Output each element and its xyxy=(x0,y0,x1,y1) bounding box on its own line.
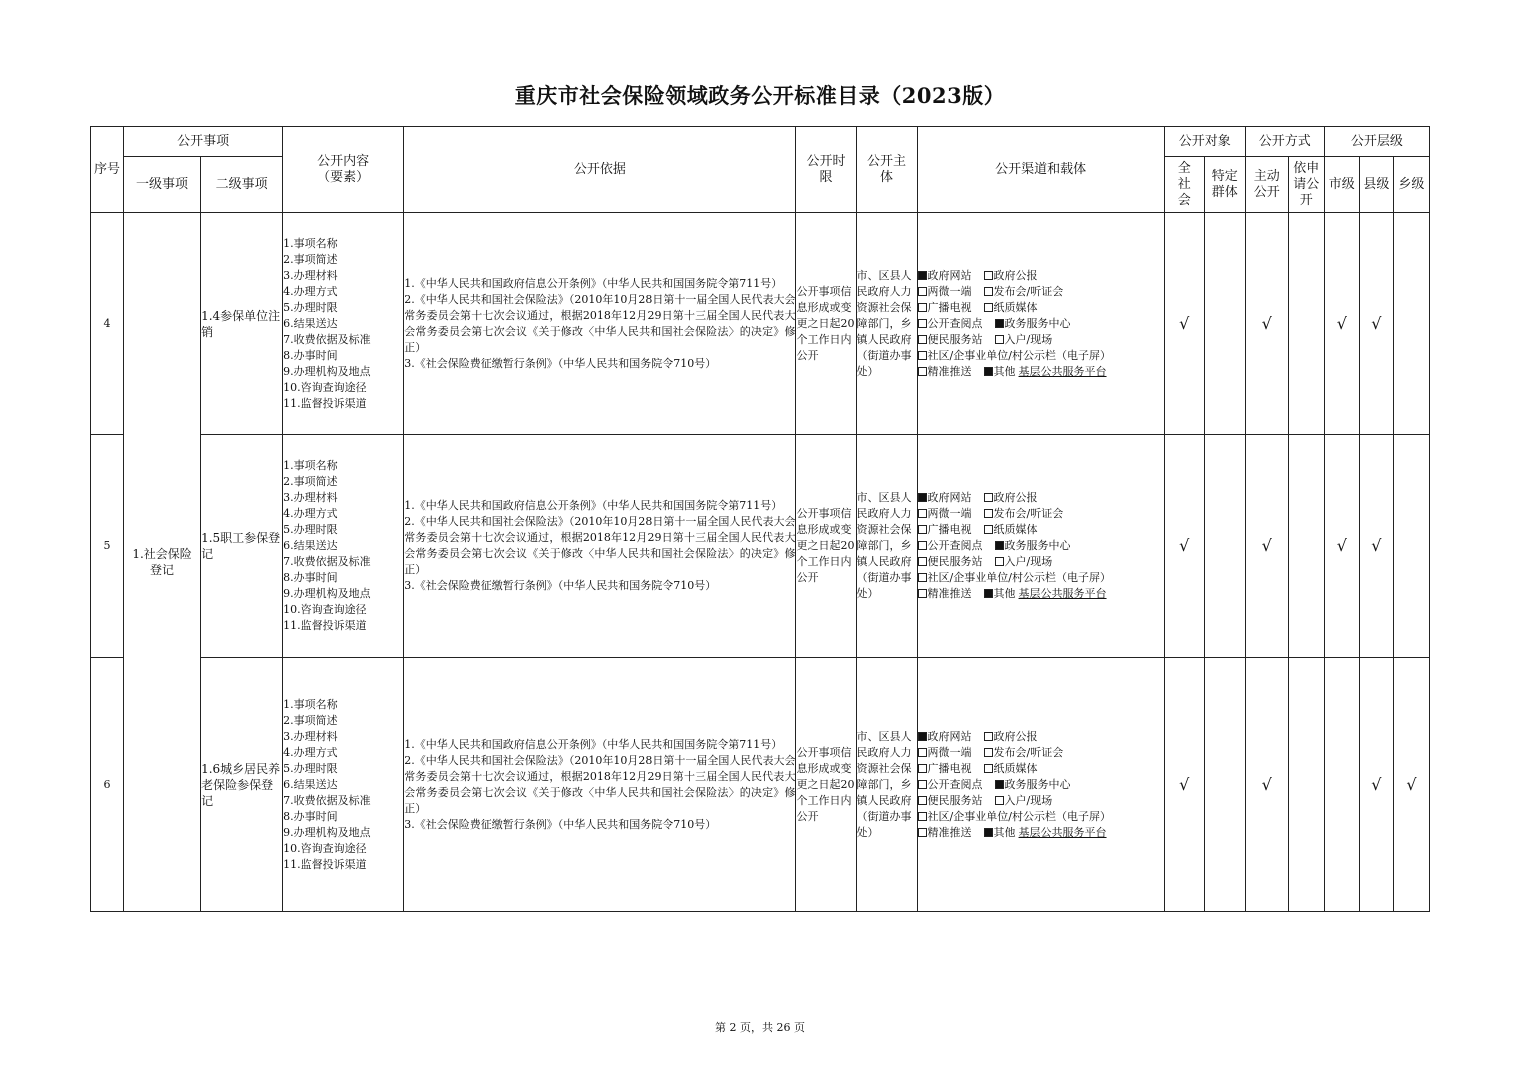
checked-box-icon xyxy=(918,493,927,502)
unchecked-box-icon xyxy=(984,764,993,773)
content-item: 3.办理材料 xyxy=(283,268,338,282)
unchecked-box-icon xyxy=(918,335,927,344)
content-item: 9.办理机构及地点 xyxy=(283,364,371,378)
subject: 市、区县人民政府人力资源社会保障部门，乡镇人民政府（街道办事处） xyxy=(856,435,917,658)
content-item: 6.结果送达 xyxy=(283,539,338,552)
channel-label: 政务服务中心 xyxy=(1004,539,1071,552)
checked-box-icon xyxy=(995,319,1004,328)
unchecked-box-icon xyxy=(918,541,927,550)
content-item: 11.监督投诉渠道 xyxy=(283,396,367,410)
check-mark-icon: √ xyxy=(1359,213,1393,435)
header-method: 公开方式 xyxy=(1245,127,1324,157)
channel-line xyxy=(918,284,1164,300)
check-mark-icon: √ xyxy=(1245,435,1288,658)
check-method-request xyxy=(1288,435,1324,658)
channel-label: 两微一端 xyxy=(927,507,972,520)
check-mark-icon: √ xyxy=(1164,658,1204,912)
check-mark-icon: √ xyxy=(1245,658,1288,912)
check-mark-icon: √ xyxy=(1245,213,1288,435)
channel-label: 公开查阅点 xyxy=(927,539,983,552)
basis-item: 3.《社会保险费征缴暂行条例》（中华人民共和国务院令710号） xyxy=(404,356,717,370)
channel-label: 政府网站 xyxy=(927,491,972,504)
unchecked-box-icon xyxy=(918,748,927,757)
content-item: 1.事项名称 xyxy=(283,236,338,250)
content-item: 10.咨询查询途径 xyxy=(283,841,367,855)
content-item: 10.咨询查询途径 xyxy=(283,603,367,616)
check-mark-icon: √ xyxy=(1324,213,1359,435)
basis-list xyxy=(404,658,796,912)
header-level-county: 县级 xyxy=(1359,157,1393,213)
check-method-request xyxy=(1288,213,1324,435)
channel-label: 入户/现场 xyxy=(1004,332,1053,346)
channel-label: 社区/企事业单位/村公示栏（电子屏） xyxy=(927,809,1111,823)
content-item: 8.办事时间 xyxy=(283,348,338,362)
channel-line xyxy=(918,745,1164,761)
level2-item: 1.6城乡居民养老保险参保登记 xyxy=(201,658,283,912)
table-row xyxy=(91,658,1430,912)
check-mark-icon: √ xyxy=(1393,658,1429,912)
header-level-city: 市级 xyxy=(1324,157,1359,213)
header-method-request: 依申请公开 xyxy=(1288,157,1324,213)
header-subject: 公开主体 xyxy=(856,127,917,213)
channel-label: 其他 xyxy=(993,364,1016,378)
channels-cell xyxy=(917,213,1164,435)
basis-list xyxy=(404,435,796,658)
channel-label: 社区/企事业单位/村公示栏（电子屏） xyxy=(927,348,1111,362)
channel-label: 精准推送 xyxy=(927,825,972,839)
channel-label: 发布会/听证会 xyxy=(993,745,1064,759)
channel-extra: 基层公共服务平台 xyxy=(1018,364,1107,378)
channel-label: 发布会/听证会 xyxy=(993,507,1064,520)
channel-label: 入户/现场 xyxy=(1004,793,1053,807)
basis-item: 2.《中华人民共和国社会保险法》（2010年10月28日第十一届全国人民代表大会常务委员会第十七次会议通过，根据2018年12月29日第十三届全国人民代表大会常务委员会第七次会议《关于修改〈中华人民共和国社会保险法〉的决定》修正） xyxy=(404,292,796,354)
basis-item: 1.《中华人民共和国政府信息公开条例》（中华人民共和国国务院令第711号） xyxy=(404,499,783,512)
unchecked-box-icon xyxy=(918,828,927,837)
header-seq: 序号 xyxy=(91,127,124,213)
check-audience-specific xyxy=(1204,213,1245,435)
channel-label: 精准推送 xyxy=(927,587,972,600)
channel-label: 广播电视 xyxy=(927,523,972,536)
header-items: 公开事项 xyxy=(124,127,283,157)
page-footer: 第 2 页，共 26 页 xyxy=(715,1021,805,1034)
channel-line xyxy=(918,729,1164,745)
content-item: 5.办理时限 xyxy=(283,300,338,314)
content-item: 7.收费依据及标准 xyxy=(283,793,371,807)
time-limit: 公开事项信息形成或变更之日起20个工作日内公开 xyxy=(796,435,856,658)
time-limit: 公开事项信息形成或变更之日起20个工作日内公开 xyxy=(796,213,856,435)
content-item: 6.结果送达 xyxy=(283,777,338,791)
content-item: 2.事项简述 xyxy=(283,713,338,727)
basis-item: 3.《社会保险费征缴暂行条例》（中华人民共和国务院令710号） xyxy=(404,817,717,831)
unchecked-box-icon xyxy=(984,303,993,312)
header-audience-specific: 特定群体 xyxy=(1204,157,1245,213)
checked-box-icon xyxy=(984,828,993,837)
header-basis: 公开依据 xyxy=(404,127,796,213)
check-mark-icon: √ xyxy=(1164,435,1204,658)
channels-cell xyxy=(917,658,1164,912)
subject: 市、区县人民政府人力资源社会保障部门，乡镇人民政府（街道办事处） xyxy=(856,213,917,435)
unchecked-box-icon xyxy=(918,287,927,296)
content-item: 10.咨询查询途径 xyxy=(283,380,367,394)
channel-label: 政府公报 xyxy=(993,268,1038,282)
unchecked-box-icon xyxy=(918,303,927,312)
channel-label: 便民服务站 xyxy=(927,793,983,807)
channel-label: 公开查阅点 xyxy=(927,777,983,791)
content-item: 8.办事时间 xyxy=(283,571,338,584)
checked-box-icon xyxy=(995,541,1004,550)
channel-extra: 基层公共服务平台 xyxy=(1018,587,1107,600)
unchecked-box-icon xyxy=(918,319,927,328)
channel-line xyxy=(918,586,1164,602)
channel-label: 广播电视 xyxy=(927,300,972,314)
content-item: 6.结果送达 xyxy=(283,316,338,330)
channel-extra: 基层公共服务平台 xyxy=(1018,825,1107,839)
channel-label: 政务服务中心 xyxy=(1004,777,1071,791)
content-item: 7.收费依据及标准 xyxy=(283,555,371,568)
level1-item: 1.社会保险登记 xyxy=(124,213,201,912)
check-audience-specific xyxy=(1204,435,1245,658)
row-seq: 4 xyxy=(91,213,124,435)
unchecked-box-icon xyxy=(984,525,993,534)
content-item: 1.事项名称 xyxy=(283,459,338,472)
header-row-1 xyxy=(91,127,1430,157)
unchecked-box-icon xyxy=(918,557,927,566)
unchecked-box-icon xyxy=(984,493,993,502)
check-mark-icon: √ xyxy=(1324,435,1359,658)
content-item: 2.事项简述 xyxy=(283,252,338,266)
page-title: 重庆市社会保险领域政务公开标准目录（2023版） xyxy=(514,83,1006,108)
unchecked-box-icon xyxy=(984,732,993,741)
content-item: 11.监督投诉渠道 xyxy=(283,619,367,632)
unchecked-box-icon xyxy=(918,780,927,789)
content-item: 7.收费依据及标准 xyxy=(283,332,371,346)
content-item: 4.办理方式 xyxy=(283,745,338,759)
row-seq: 6 xyxy=(91,658,124,912)
content-item: 5.办理时限 xyxy=(283,761,338,775)
channel-label: 政府公报 xyxy=(993,729,1038,743)
channel-line xyxy=(918,777,1164,793)
channels-cell xyxy=(917,435,1164,658)
table-row xyxy=(91,435,1430,658)
unchecked-box-icon xyxy=(995,557,1004,566)
channel-label: 纸质媒体 xyxy=(993,300,1038,314)
unchecked-box-icon xyxy=(918,509,927,518)
content-item: 3.办理材料 xyxy=(283,729,338,743)
catalog-table xyxy=(90,126,1430,912)
header-channels: 公开渠道和载体 xyxy=(917,127,1164,213)
unchecked-box-icon xyxy=(995,796,1004,805)
channel-line xyxy=(918,364,1164,380)
content-item: 9.办理机构及地点 xyxy=(283,587,371,600)
content-item: 2.事项简述 xyxy=(283,475,338,488)
check-level-town xyxy=(1393,435,1429,658)
unchecked-box-icon xyxy=(995,335,1004,344)
basis-list xyxy=(404,213,796,435)
check-mark-icon: √ xyxy=(1359,658,1393,912)
channel-line xyxy=(918,538,1164,554)
content-item: 1.事项名称 xyxy=(283,697,338,711)
check-level-town xyxy=(1393,213,1429,435)
channel-line xyxy=(918,506,1164,522)
checked-box-icon xyxy=(995,780,1004,789)
content-list xyxy=(283,658,404,912)
channel-line xyxy=(918,332,1164,348)
level2-item: 1.4参保单位注销 xyxy=(201,213,283,435)
unchecked-box-icon xyxy=(918,525,927,534)
content-item: 4.办理方式 xyxy=(283,284,338,298)
channel-line xyxy=(918,268,1164,284)
channel-label: 政府网站 xyxy=(927,729,972,743)
content-list xyxy=(283,435,404,658)
content-item: 4.办理方式 xyxy=(283,507,338,520)
unchecked-box-icon xyxy=(918,589,927,598)
time-limit: 公开事项信息形成或变更之日起20个工作日内公开 xyxy=(796,658,856,912)
content-item: 3.办理材料 xyxy=(283,491,338,504)
checked-box-icon xyxy=(984,367,993,376)
channel-label: 纸质媒体 xyxy=(993,523,1038,536)
content-item: 9.办理机构及地点 xyxy=(283,825,371,839)
check-audience-specific xyxy=(1204,658,1245,912)
table-body xyxy=(91,213,1430,912)
channel-label: 便民服务站 xyxy=(927,332,983,346)
channel-label: 广播电视 xyxy=(927,761,972,775)
channel-label: 纸质媒体 xyxy=(993,761,1038,775)
channel-label: 政务服务中心 xyxy=(1004,316,1071,330)
content-item: 5.办理时限 xyxy=(283,523,338,536)
check-mark-icon: √ xyxy=(1359,435,1393,658)
channel-label: 公开查阅点 xyxy=(927,316,983,330)
unchecked-box-icon xyxy=(918,367,927,376)
header-level2: 二级事项 xyxy=(201,157,283,213)
channel-label: 政府公报 xyxy=(993,491,1038,504)
channel-line xyxy=(918,554,1164,570)
channel-label: 社区/企事业单位/村公示栏（电子屏） xyxy=(927,571,1111,584)
content-list xyxy=(283,213,404,435)
unchecked-box-icon xyxy=(918,796,927,805)
channel-label: 发布会/听证会 xyxy=(993,284,1064,298)
header-level-town: 乡级 xyxy=(1393,157,1429,213)
row-seq: 5 xyxy=(91,435,124,658)
channel-line xyxy=(918,761,1164,777)
channel-label: 政府网站 xyxy=(927,268,972,282)
unchecked-box-icon xyxy=(984,509,993,518)
channel-label: 两微一端 xyxy=(927,284,972,298)
basis-item: 1.《中华人民共和国政府信息公开条例》（中华人民共和国国务院令第711号） xyxy=(404,737,783,751)
channel-line xyxy=(918,300,1164,316)
checked-box-icon xyxy=(984,589,993,598)
content-item: 11.监督投诉渠道 xyxy=(283,857,367,871)
channel-line xyxy=(918,825,1164,841)
channel-line xyxy=(918,570,1164,586)
unchecked-box-icon xyxy=(984,271,993,280)
level2-item: 1.5职工参保登记 xyxy=(201,435,283,658)
header-content: 公开内容（要素） xyxy=(283,127,404,213)
check-level-city xyxy=(1324,658,1359,912)
checked-box-icon xyxy=(918,271,927,280)
channel-label: 便民服务站 xyxy=(927,555,983,568)
unchecked-box-icon xyxy=(918,812,927,821)
channel-label: 两微一端 xyxy=(927,745,972,759)
checked-box-icon xyxy=(918,732,927,741)
unchecked-box-icon xyxy=(918,351,927,360)
channel-line xyxy=(918,348,1164,364)
subject: 市、区县人民政府人力资源社会保障部门，乡镇人民政府（街道办事处） xyxy=(856,658,917,912)
unchecked-box-icon xyxy=(918,764,927,773)
channel-label: 入户/现场 xyxy=(1004,555,1053,568)
header-time-limit: 公开时限 xyxy=(796,127,856,213)
unchecked-box-icon xyxy=(984,748,993,757)
header-audience-all: 全社会 xyxy=(1164,157,1204,213)
channel-line xyxy=(918,522,1164,538)
channel-line xyxy=(918,316,1164,332)
basis-item: 2.《中华人民共和国社会保险法》（2010年10月28日第十一届全国人民代表大会常务委员会第十七次会议通过，根据2018年12月29日第十三届全国人民代表大会常务委员会第七次会议《关于修改〈中华人民共和国社会保险法〉的决定》修正） xyxy=(404,515,796,576)
channel-label: 精准推送 xyxy=(927,364,972,378)
table-row xyxy=(91,213,1430,435)
header-method-active: 主动公开 xyxy=(1245,157,1288,213)
check-method-request xyxy=(1288,658,1324,912)
header-audience: 公开对象 xyxy=(1164,127,1245,157)
basis-item: 1.《中华人民共和国政府信息公开条例》（中华人民共和国国务院令第711号） xyxy=(404,276,783,290)
check-mark-icon: √ xyxy=(1164,213,1204,435)
channel-line xyxy=(918,793,1164,809)
header-levels: 公开层级 xyxy=(1324,127,1429,157)
unchecked-box-icon xyxy=(984,287,993,296)
channel-line xyxy=(918,809,1164,825)
channel-line xyxy=(918,490,1164,506)
basis-item: 2.《中华人民共和国社会保险法》（2010年10月28日第十一届全国人民代表大会常务委员会第十七次会议通过，根据2018年12月29日第十三届全国人民代表大会常务委员会第七次会议《关于修改〈中华人民共和国社会保险法〉的决定》修正） xyxy=(404,753,796,815)
basis-item: 3.《社会保险费征缴暂行条例》（中华人民共和国务院令710号） xyxy=(404,579,717,592)
unchecked-box-icon xyxy=(918,573,927,582)
channel-label: 其他 xyxy=(993,825,1016,839)
content-item: 8.办事时间 xyxy=(283,809,338,823)
header-level1: 一级事项 xyxy=(124,157,201,213)
channel-label: 其他 xyxy=(993,587,1016,600)
